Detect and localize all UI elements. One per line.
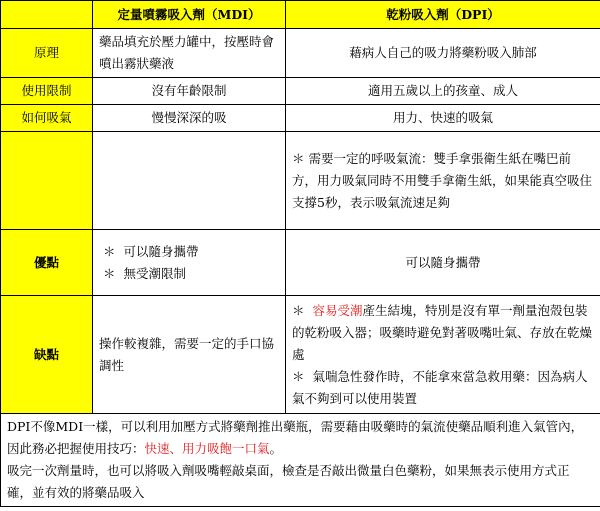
- label-how-inhale: 如何吸氣: [1, 105, 93, 132]
- principle-dpi: 藉病人自己的吸力將藥粉吸入肺部: [286, 29, 600, 78]
- advantages-mdi: [93, 230, 286, 296]
- row-note: [1, 132, 600, 230]
- note-dpi-text: 需要一定的呼吸氣流：雙手拿張衛生紙在嘴巴前方，用力吸氣同時不用雙手拿衛生紙，如果能真空吸住支撐5秒，表示吸氣流速足夠: [292, 150, 593, 210]
- advantage-text: 可以隨身攜帶: [123, 243, 199, 259]
- advantage-text: 無受潮限制: [123, 265, 186, 281]
- footer-p1-emphasis: 快速、用力吸飽一口氣: [144, 441, 270, 456]
- advantage-bullet: ＊: [103, 265, 116, 281]
- principle-mdi: 藥品填充於壓力罐中，按壓時會噴出霧狀藥液: [93, 29, 286, 78]
- label-disadvantages: 缺點: [1, 296, 93, 414]
- header-row: [1, 1, 600, 29]
- disadvantage-bullet: ＊: [292, 368, 305, 384]
- how-inhale-mdi: 慢慢深深的吸: [93, 105, 286, 132]
- note-mdi-cell: [93, 132, 286, 230]
- label-age-limit: 使用限制: [1, 78, 93, 105]
- header-blank-cell: [1, 1, 93, 29]
- advantages-dpi: 可以隨身攜帶: [286, 230, 600, 296]
- note-label-cell: [1, 132, 93, 230]
- disadvantages-mdi: 操作較複雜，需要一定的手口協調性: [93, 296, 286, 414]
- label-principle: 原理: [1, 29, 93, 78]
- footer-p1-end: 。: [269, 441, 283, 456]
- disadvantage-item-1: [292, 300, 594, 366]
- footer-p1-text: DPI不像MDI一樣，可以利用加壓方式將藥劑推出藥瓶，需要藉由吸藥時的氣流使藥品順利進入氣管內，因此務必把握使用技巧：: [7, 419, 584, 456]
- age-limit-dpi: 適用五歲以上的孩童、成人: [286, 78, 600, 105]
- row-how-inhale: [1, 105, 600, 132]
- header-dpi: 乾粉吸入劑（DPI）: [286, 1, 600, 29]
- footer-notes: [1, 414, 600, 507]
- disadvantage-item-1-text: 產生結塊，特別是沒有單一劑量泡殼包裝的乾粉吸入器；吸藥時避免對著吸嘴吐氣、存放在乾燥處: [292, 302, 593, 362]
- moisture-warning-text: 容易受潮: [312, 302, 363, 318]
- advantage-item: [103, 241, 279, 263]
- advantage-item: [103, 263, 279, 285]
- note-bullet: ＊: [292, 150, 305, 166]
- footer-paragraph-2: 吸完一次劑量時，也可以將吸入劑吸嘴輕敲桌面，檢查是否敲出微量白色藥粉，如果無表示使用方式正確，並有效的將藥品吸入: [7, 463, 570, 500]
- disadvantage-item-2: [292, 366, 594, 410]
- label-advantages: 優點: [1, 230, 93, 296]
- disadvantages-dpi: [286, 296, 600, 414]
- row-age-limit: [1, 78, 600, 105]
- row-disadvantages: [1, 296, 600, 414]
- note-dpi: [286, 132, 600, 230]
- disadvantage-bullet: ＊: [292, 302, 305, 318]
- how-inhale-dpi: 用力、快速的吸氣: [286, 105, 600, 132]
- row-advantages: [1, 230, 600, 296]
- advantage-bullet: ＊: [103, 243, 116, 259]
- disadvantage-item-2-text: 氣喘急性發作時，不能拿來當急救用藥：因為病人氣不夠到可以使用裝置: [292, 368, 588, 406]
- row-principle: [1, 29, 600, 78]
- row-footer: [1, 414, 600, 507]
- age-limit-mdi: 沒有年齡限制: [93, 78, 286, 105]
- footer-paragraph-1: [7, 416, 594, 460]
- header-mdi: 定量噴霧吸入劑（MDI）: [93, 1, 286, 29]
